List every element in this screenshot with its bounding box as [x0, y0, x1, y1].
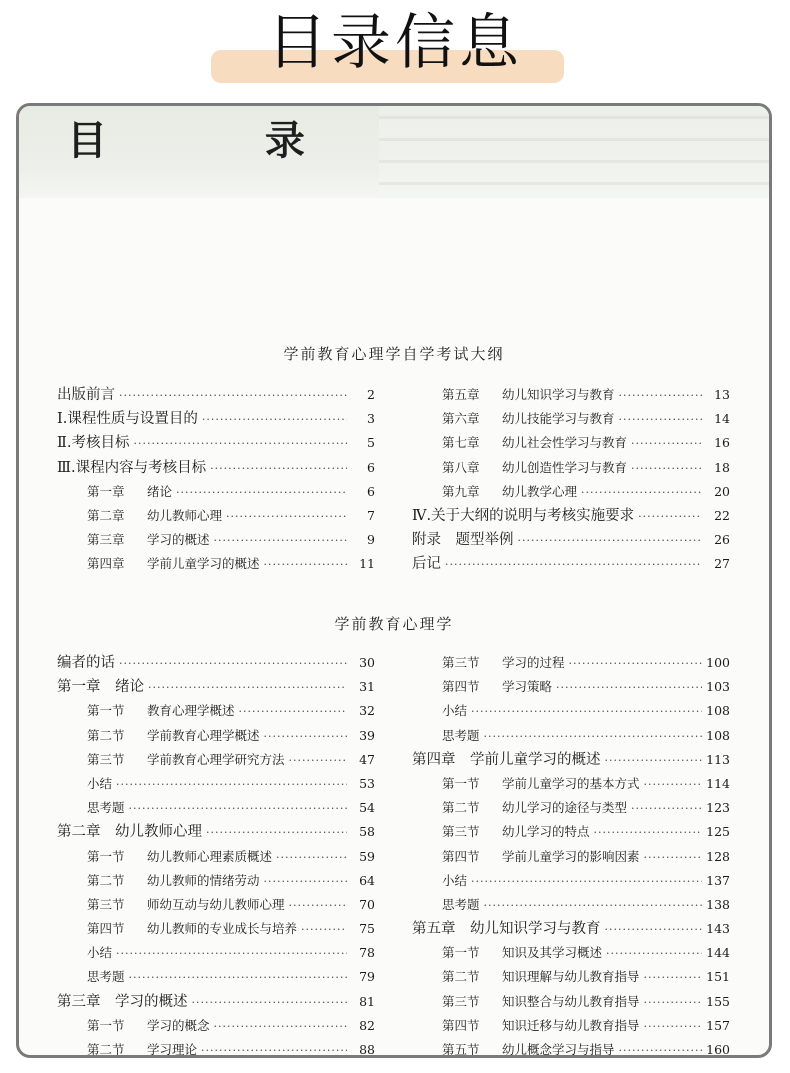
toc-entry-label: 幼儿知识学习与教育: [502, 387, 615, 402]
toc-entry-label: 幼儿学习的特点: [502, 824, 590, 840]
toc-entry-label: 编者的话: [57, 655, 115, 671]
toc-entry: [412, 407, 730, 431]
page-heading: 目 录: [67, 118, 377, 164]
dot-leader: [484, 894, 702, 918]
toc-chapter-number: 第五章: [442, 387, 480, 402]
toc-page-number: 54: [359, 800, 375, 816]
dot-leader: [644, 846, 702, 870]
toc-page-number: 22: [714, 507, 730, 523]
toc-entry: [57, 869, 375, 893]
textbook-toc-right: [412, 651, 730, 1058]
toc-chapter-number: 第三节: [87, 751, 125, 767]
toc-entry-label: 绪论: [147, 483, 173, 499]
toc-entry-label: 知识整合与幼儿教育指导: [502, 993, 640, 1009]
toc-entry-title: [57, 651, 115, 675]
toc-entry-label: Ⅳ.关于大纲的说明与考核实施要求: [412, 507, 635, 524]
dot-leader: [631, 432, 702, 456]
toc-entry-title: [57, 407, 198, 431]
toc-entry: [57, 796, 375, 820]
dot-leader: [201, 1039, 347, 1058]
toc-entry-label: 幼儿教师的情绪劳动: [147, 872, 260, 888]
toc-page-number: 2: [367, 387, 375, 402]
toc-entry: [57, 699, 375, 723]
toc-chapter-number: 第五节: [442, 1042, 480, 1057]
dot-leader: [605, 918, 703, 942]
toc-entry-label: 学前儿童学习的影响因素: [502, 848, 640, 864]
dot-leader: [176, 481, 347, 505]
toc-entry: [412, 675, 730, 699]
toc-entry: [57, 893, 375, 917]
toc-page-number: 5: [367, 435, 375, 451]
toc-entry-label: 第二章 幼儿教师心理: [57, 824, 202, 841]
dot-leader: [569, 652, 702, 676]
toc-entry: [57, 456, 375, 480]
toc-chapter-number: 第四节: [442, 679, 480, 695]
toc-entry: [412, 431, 730, 455]
toc-entry-label: 思考题: [87, 800, 125, 816]
dot-leader: [606, 942, 702, 966]
toc-chapter-number: 第一章: [87, 483, 125, 499]
toc-entry-title: [87, 552, 260, 576]
toc-page-number: 138: [706, 896, 730, 912]
textbook-toc-left: [57, 651, 375, 1058]
book-page: [16, 103, 772, 1058]
dot-leader: [116, 942, 347, 966]
toc-page-number: 143: [706, 921, 730, 937]
toc-entry-label: 幼儿社会性学习与教育: [502, 435, 628, 451]
toc-entry-title: [87, 748, 285, 772]
toc-page-number: 39: [359, 727, 375, 743]
toc-entry-title: [87, 1038, 197, 1058]
toc-entry-title: [87, 699, 235, 723]
toc-entry: [412, 456, 730, 480]
toc-entry-title: [442, 699, 467, 723]
toc-chapter-number: 第八章: [442, 459, 480, 475]
toc-entry-label: 知识及其学习概述: [502, 945, 603, 961]
page-header-strip: [19, 106, 769, 198]
section-title-textbook: 学前教育心理学: [334, 615, 454, 633]
toc-entry-label: 小结: [442, 703, 468, 719]
toc-page-number: 144: [706, 945, 730, 961]
dot-leader: [226, 505, 347, 529]
toc-page-number: 114: [706, 775, 730, 791]
toc-entry-label: 学前教育心理学概述: [147, 727, 260, 743]
toc-entry-title: [87, 845, 272, 869]
toc-chapter-number: 第一节: [87, 1017, 125, 1033]
dot-leader: [119, 384, 347, 408]
toc-entry: [57, 1038, 375, 1058]
toc-entry: [57, 772, 375, 796]
toc-page-number: 11: [359, 556, 375, 572]
toc-entry: [412, 893, 730, 917]
toc-chapter-number: 第九章: [442, 483, 480, 499]
toc-page-number: 125: [706, 824, 730, 840]
toc-page-number: 13: [714, 387, 730, 402]
toc-entry: [57, 941, 375, 965]
toc-page-number: 58: [359, 824, 375, 840]
toc-entry-title: [442, 480, 577, 504]
toc-entry: [412, 990, 730, 1014]
toc-chapter-number: 第四节: [442, 848, 480, 864]
toc-entry-title: [87, 504, 222, 528]
toc-page-number: 79: [359, 969, 375, 985]
toc-page-number: 27: [714, 556, 730, 572]
syllabus-toc-right: [412, 383, 730, 577]
toc-entry-title: [412, 552, 441, 576]
toc-entry: [412, 724, 730, 748]
toc-entry-label: Ⅰ.课程性质与设置目的: [57, 411, 198, 428]
section-title-syllabus: 学前教育心理学自学考试大纲: [283, 345, 505, 363]
toc-entry-title: [442, 941, 602, 965]
toc-page-number: 47: [359, 751, 375, 767]
dot-leader: [556, 676, 702, 700]
toc-entry-title: [442, 965, 640, 989]
toc-entry: [412, 651, 730, 675]
syllabus-toc-left: [57, 383, 375, 577]
toc-entry: [412, 845, 730, 869]
toc-entry-label: 幼儿技能学习与教育: [502, 411, 615, 427]
toc-entry-label: 幼儿创造性学习与教育: [502, 459, 628, 475]
toc-entry-label: 思考题: [442, 896, 480, 912]
toc-entry-title: [412, 748, 601, 772]
toc-entry-label: 学前儿童学习的基本方式: [502, 775, 640, 791]
toc-page-number: 157: [706, 1017, 730, 1033]
toc-page-number: 103: [706, 679, 730, 695]
bleed-through-texture: [379, 106, 772, 196]
toc-entry-title: [57, 990, 188, 1014]
toc-entry-label: 幼儿教师心理: [147, 507, 223, 523]
dot-leader: [129, 797, 347, 821]
toc-chapter-number: 第二节: [87, 727, 125, 743]
toc-page-number: 9: [367, 532, 375, 548]
toc-entry-label: 幼儿教师心理素质概述: [147, 848, 273, 864]
toc-page-number: 16: [714, 435, 730, 451]
toc-entry: [57, 820, 375, 844]
toc-page-number: 108: [706, 727, 730, 743]
dot-leader: [644, 773, 702, 797]
toc-page-number: 123: [706, 800, 730, 816]
toc-chapter-number: 第二章: [87, 507, 125, 523]
toc-entry-label: Ⅱ.考核目标: [57, 435, 130, 452]
toc-entry-title: [87, 917, 297, 941]
toc-page-number: 3: [367, 411, 375, 427]
toc-entry-title: [87, 1014, 210, 1038]
toc-chapter-number: 第三节: [442, 824, 480, 840]
toc-entry-title: [442, 893, 480, 917]
toc-entry-title: [57, 456, 206, 480]
toc-entry-title: [442, 456, 627, 480]
toc-chapter-number: 第二节: [87, 1042, 125, 1057]
dot-leader: [214, 1015, 347, 1039]
toc-entry-title: [442, 407, 615, 431]
toc-entry-label: 思考题: [442, 727, 480, 743]
toc-entry: [57, 748, 375, 772]
dot-leader: [638, 505, 702, 529]
toc-entry-label: 教育心理学概述: [147, 703, 235, 719]
toc-entry: [57, 1014, 375, 1038]
toc-page-number: 26: [714, 532, 730, 548]
toc-entry-title: [87, 528, 210, 552]
toc-entry-title: [442, 651, 565, 675]
toc-entry-title: [57, 383, 115, 407]
toc-chapter-number: 第六章: [442, 411, 480, 427]
toc-page-number: 59: [359, 848, 375, 864]
toc-entry-label: 第五章 幼儿知识学习与教育: [412, 921, 601, 938]
toc-entry-title: [87, 480, 172, 504]
dot-leader: [581, 481, 702, 505]
toc-entry-title: [57, 820, 202, 844]
toc-entry: [412, 504, 730, 528]
dot-leader: [301, 918, 347, 942]
toc-entry-title: [442, 724, 480, 748]
toc-entry-label: 学习的概念: [147, 1017, 210, 1033]
toc-entry: [57, 480, 375, 504]
dot-leader: [594, 821, 702, 845]
dot-leader: [619, 408, 702, 432]
toc-entry-title: [442, 796, 627, 820]
toc-entry: [412, 1014, 730, 1038]
toc-page-number: 113: [706, 751, 730, 767]
toc-entry: [412, 820, 730, 844]
toc-page-number: 75: [359, 921, 375, 937]
dot-leader: [264, 553, 347, 577]
dot-leader: [619, 1039, 702, 1058]
toc-entry-title: [412, 528, 514, 552]
toc-page-number: 160: [706, 1042, 730, 1057]
toc-entry-title: [442, 869, 467, 893]
toc-entry: [57, 651, 375, 675]
toc-page-number: 18: [714, 459, 730, 475]
dot-leader: [445, 553, 702, 577]
toc-page-number: 14: [714, 411, 730, 427]
dot-leader: [644, 991, 702, 1015]
dot-leader: [631, 797, 702, 821]
toc-entry-label: 知识迁移与幼儿教育指导: [502, 1017, 640, 1033]
toc-entry: [57, 528, 375, 552]
toc-entry: [57, 845, 375, 869]
toc-entry-title: [442, 675, 552, 699]
toc-entry: [412, 699, 730, 723]
toc-entry: [57, 552, 375, 576]
toc-entry-label: 幼儿教师的专业成长与培养: [147, 921, 298, 937]
toc-page-number: 155: [706, 993, 730, 1009]
dot-leader: [202, 408, 347, 432]
toc-entry: [412, 748, 730, 772]
toc-entry-title: [442, 1014, 640, 1038]
toc-page-number: 6: [367, 483, 375, 499]
toc-entry: [57, 917, 375, 941]
toc-page-number: 53: [359, 775, 375, 791]
toc-entry-title: [87, 965, 125, 989]
toc-entry-title: [442, 1038, 615, 1058]
toc-entry-label: 学习策略: [502, 679, 553, 695]
toc-entry: [412, 917, 730, 941]
toc-entry-label: 知识理解与幼儿教育指导: [502, 969, 640, 985]
toc-page-number: 6: [367, 459, 375, 475]
toc-page-number: 30: [359, 655, 375, 670]
dot-leader: [210, 457, 347, 481]
toc-page-number: 100: [706, 655, 730, 670]
toc-chapter-number: 第二节: [442, 969, 480, 985]
toc-chapter-number: 第二节: [87, 872, 125, 888]
toc-page-number: 64: [359, 872, 375, 888]
toc-entry-title: [87, 893, 285, 917]
dot-leader: [192, 991, 348, 1015]
toc-entry: [412, 383, 730, 407]
toc-entry: [412, 796, 730, 820]
dot-leader: [619, 384, 702, 408]
banner-title: 目录信息: [267, 8, 523, 78]
dot-leader: [206, 821, 347, 845]
dot-leader: [276, 846, 347, 870]
toc-entry: [57, 383, 375, 407]
toc-entry-label: 学前儿童学习的概述: [147, 556, 260, 572]
toc-entry: [412, 772, 730, 796]
toc-entry-label: 第三章 学习的概述: [57, 993, 188, 1010]
toc-chapter-number: 第三节: [442, 993, 480, 1009]
toc-entry-title: [87, 772, 112, 796]
dot-leader: [119, 652, 347, 676]
toc-chapter-number: 第一节: [442, 945, 480, 961]
dot-leader: [289, 894, 347, 918]
toc-entry-title: [442, 820, 590, 844]
toc-entry-label: 学前教育心理学研究方法: [147, 751, 285, 767]
toc-page-number: 31: [359, 679, 375, 695]
toc-entry-title: [442, 383, 615, 407]
toc-chapter-number: 第四章: [87, 556, 125, 572]
dot-leader: [148, 676, 347, 700]
toc-page-number: 20: [714, 483, 730, 499]
toc-entry-label: 第四章 学前儿童学习的概述: [412, 751, 601, 768]
toc-entry-title: [412, 917, 601, 941]
toc-entry-title: [87, 941, 112, 965]
toc-entry-label: 小结: [87, 945, 113, 961]
toc-entry-label: 学习的概述: [147, 532, 210, 548]
toc-page-number: 70: [359, 896, 375, 912]
toc-page-number: 128: [706, 848, 730, 864]
dot-leader: [644, 966, 702, 990]
toc-entry-title: [87, 869, 260, 893]
toc-entry: [57, 675, 375, 699]
toc-entry-label: 第一章 绪论: [57, 679, 144, 696]
toc-entry-label: Ⅲ.课程内容与考核目标: [57, 459, 207, 476]
toc-entry-label: 附录 题型举例: [412, 532, 514, 549]
toc-entry: [57, 407, 375, 431]
toc-page-number: 151: [706, 969, 730, 985]
dot-leader: [471, 700, 702, 724]
dot-leader: [214, 529, 347, 553]
toc-entry-title: [87, 724, 260, 748]
toc-chapter-number: 第四节: [87, 921, 125, 937]
dot-leader: [605, 749, 703, 773]
toc-entry-label: 思考题: [87, 969, 125, 985]
dot-leader: [644, 1015, 702, 1039]
toc-chapter-number: 第一节: [87, 703, 125, 719]
dot-leader: [264, 870, 347, 894]
toc-entry: [57, 724, 375, 748]
toc-entry-label: 师幼互动与幼儿教师心理: [147, 896, 285, 912]
toc-chapter-number: 第三节: [442, 655, 480, 670]
toc-chapter-number: 第七章: [442, 435, 480, 451]
toc-chapter-number: 第二节: [442, 800, 480, 816]
toc-page-number: 78: [359, 945, 375, 961]
toc-chapter-number: 第一节: [442, 775, 480, 791]
toc-entry: [57, 431, 375, 455]
toc-entry-title: [442, 845, 640, 869]
toc-entry: [412, 965, 730, 989]
toc-page-number: 32: [359, 703, 375, 719]
toc-entry-label: 学习理论: [147, 1042, 198, 1057]
toc-entry-title: [442, 431, 627, 455]
toc-entry: [57, 504, 375, 528]
toc-entry: [57, 965, 375, 989]
dot-leader: [133, 432, 347, 456]
toc-entry: [57, 990, 375, 1014]
toc-entry-title: [442, 772, 640, 796]
toc-chapter-number: 第三节: [87, 896, 125, 912]
toc-chapter-number: 第一节: [87, 848, 125, 864]
toc-page-number: 81: [359, 993, 375, 1009]
toc-entry-label: 幼儿学习的途径与类型: [502, 800, 628, 816]
toc-entry-label: 幼儿概念学习与指导: [502, 1042, 615, 1057]
toc-entry: [412, 480, 730, 504]
toc-entry-label: 小结: [442, 872, 468, 888]
dot-leader: [518, 529, 703, 553]
toc-entry-title: [442, 990, 640, 1014]
dot-leader: [239, 700, 347, 724]
toc-entry-title: [412, 504, 634, 528]
toc-page-number: 82: [359, 1017, 375, 1033]
toc-entry-title: [57, 431, 129, 455]
toc-entry-label: 小结: [87, 775, 113, 791]
toc-chapter-number: 第三章: [87, 532, 125, 548]
toc-entry-label: 出版前言: [57, 387, 115, 403]
dot-leader: [631, 457, 702, 481]
dot-leader: [471, 870, 702, 894]
toc-entry: [412, 941, 730, 965]
dot-leader: [116, 773, 347, 797]
toc-entry-label: 学习的过程: [502, 655, 565, 670]
dot-leader: [129, 966, 347, 990]
dot-leader: [289, 749, 347, 773]
toc-entry: [412, 552, 730, 576]
toc-entry-title: [87, 796, 125, 820]
dot-leader: [264, 725, 347, 749]
toc-page-number: 7: [367, 507, 375, 523]
toc-entry-label: 后记: [412, 556, 441, 573]
toc-entry: [412, 869, 730, 893]
toc-entry: [412, 1038, 730, 1058]
toc-entry-label: 幼儿教学心理: [502, 483, 578, 499]
toc-entry-title: [57, 675, 144, 699]
toc-chapter-number: 第四节: [442, 1017, 480, 1033]
toc-page-number: 88: [359, 1042, 375, 1057]
toc-entry: [412, 528, 730, 552]
toc-page-number: 108: [706, 703, 730, 719]
dot-leader: [484, 725, 702, 749]
toc-page-number: 137: [706, 872, 730, 888]
